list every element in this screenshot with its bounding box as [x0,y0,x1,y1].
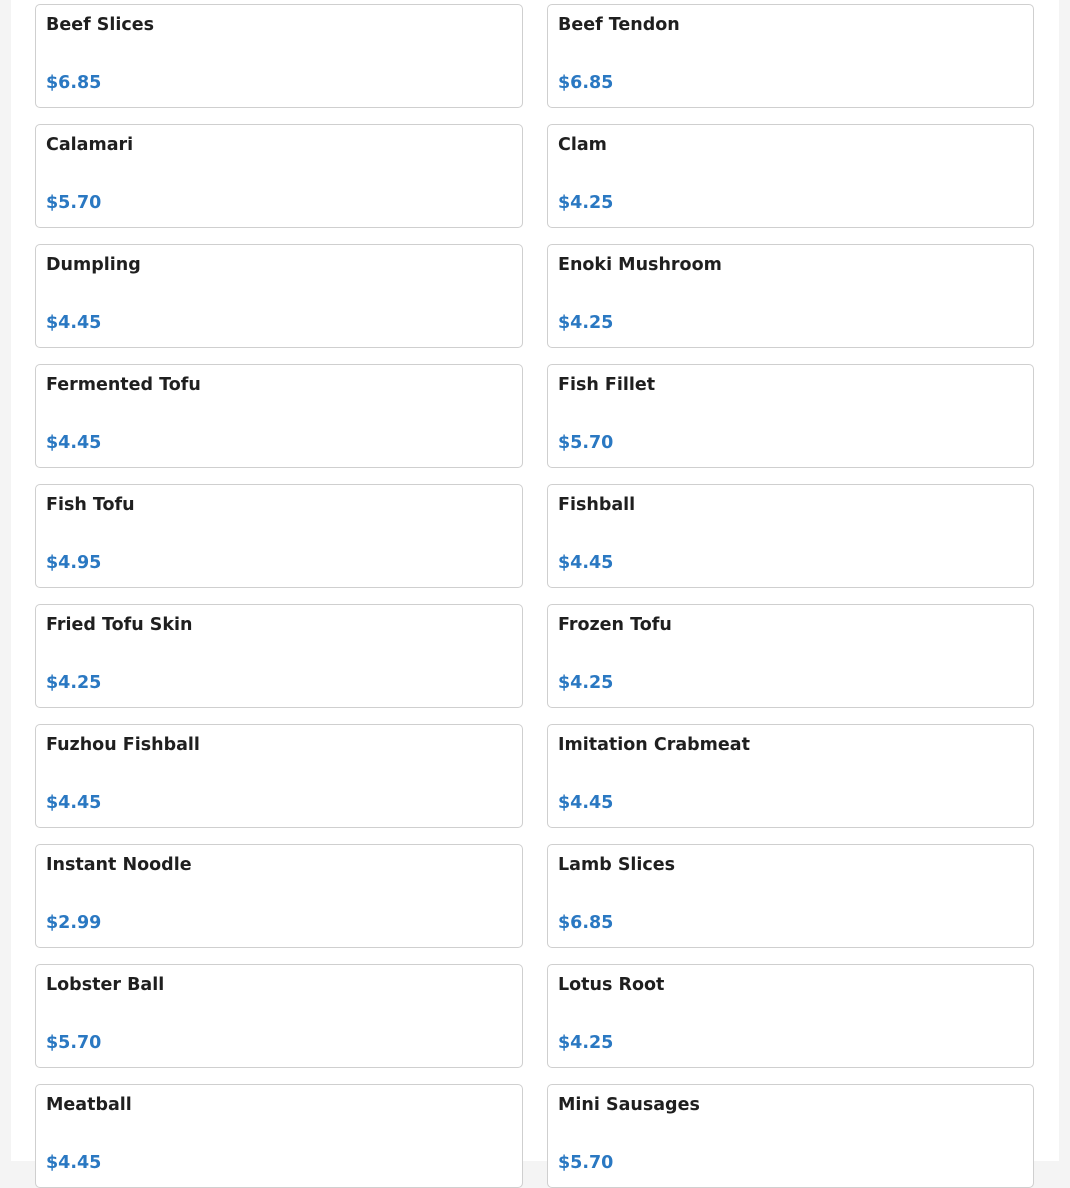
item-price: $5.70 [46,1033,102,1053]
item-price: $2.99 [46,913,102,933]
item-name: Lamb Slices [558,855,676,875]
menu-item-card[interactable] [35,724,523,828]
item-name: Frozen Tofu [558,615,672,635]
item-name: Fishball [558,495,636,515]
item-name: Fried Tofu Skin [46,615,193,635]
item-price: $4.45 [558,553,614,573]
item-name: Dumpling [46,255,141,275]
menu-item-card[interactable] [547,964,1034,1068]
item-name: Meatball [46,1095,132,1115]
item-price: $4.95 [46,553,102,573]
menu-item-card[interactable] [547,1084,1034,1188]
item-name: Lobster Ball [46,975,165,995]
item-name: Beef Tendon [558,15,680,35]
item-price: $6.85 [558,913,614,933]
item-price: $5.70 [46,193,102,213]
menu-item-card[interactable] [547,124,1034,228]
item-price: $4.45 [558,793,614,813]
item-price: $5.70 [558,433,614,453]
item-name: Fish Tofu [46,495,135,515]
item-price: $4.45 [46,433,102,453]
menu-item-card[interactable] [35,844,523,948]
item-name: Enoki Mushroom [558,255,722,275]
item-price: $5.70 [558,1153,614,1173]
item-name: Instant Noodle [46,855,192,875]
item-price: $4.25 [558,1033,614,1053]
menu-item-card[interactable] [35,244,523,348]
menu-item-card[interactable] [35,124,523,228]
item-price: $4.25 [558,313,614,333]
item-price: $4.25 [558,673,614,693]
menu-item-card[interactable] [35,1084,523,1188]
item-name: Fish Fillet [558,375,656,395]
item-name: Beef Slices [46,15,155,35]
item-price: $6.85 [46,73,102,93]
menu-item-card[interactable] [547,364,1034,468]
menu-item-card[interactable] [35,484,523,588]
item-price: $4.25 [558,193,614,213]
item-price: $4.45 [46,313,102,333]
menu-item-card[interactable] [547,604,1034,708]
menu-item-card[interactable] [547,4,1034,108]
item-name: Imitation Crabmeat [558,735,750,755]
item-price: $6.85 [558,73,614,93]
menu-item-card[interactable] [35,4,523,108]
menu-item-card[interactable] [547,844,1034,948]
item-name: Calamari [46,135,134,155]
item-name: Clam [558,135,607,155]
menu-item-card[interactable] [547,244,1034,348]
menu-item-card[interactable] [547,484,1034,588]
item-price: $4.45 [46,793,102,813]
item-price: $4.45 [46,1153,102,1173]
menu-item-card[interactable] [35,604,523,708]
item-name: Lotus Root [558,975,665,995]
menu-grid [35,4,1034,1188]
menu-page [11,0,1059,1173]
item-name: Fuzhou Fishball [46,735,200,755]
item-name: Mini Sausages [558,1095,700,1115]
menu-item-card[interactable] [35,364,523,468]
item-price: $4.25 [46,673,102,693]
menu-item-card[interactable] [35,964,523,1068]
menu-item-card[interactable] [547,724,1034,828]
item-name: Fermented Tofu [46,375,201,395]
